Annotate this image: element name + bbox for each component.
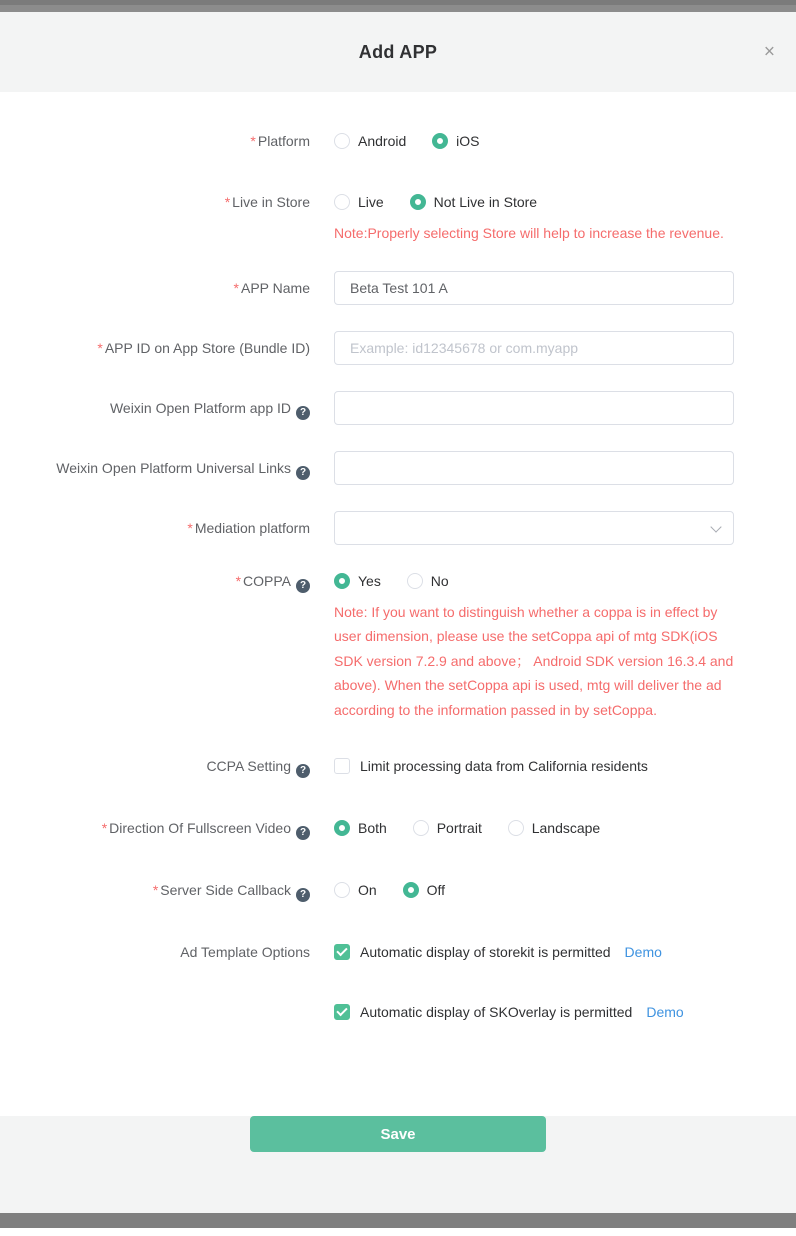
radio-label: Off (426, 882, 445, 898)
mediation-platform-select-input[interactable] (334, 511, 734, 545)
help-icon[interactable]: ? (296, 888, 310, 902)
ad-template-row-skoverlay (0, 1002, 796, 1022)
radio-live[interactable] (334, 192, 384, 212)
radio-label: Live (358, 194, 384, 210)
page-background-bottom (0, 1213, 796, 1228)
radio-circle-on (334, 573, 350, 589)
help-icon[interactable]: ? (296, 466, 310, 480)
radio-ios[interactable] (432, 131, 479, 151)
skoverlay-checkbox[interactable] (334, 1002, 632, 1022)
ccpa-label: CCPA Setting ? (0, 756, 334, 778)
checkbox-unchecked (334, 758, 350, 774)
radio-on[interactable] (334, 880, 377, 900)
required-marker: * (152, 882, 159, 898)
bundle-id-label: * APP ID on App Store (Bundle ID) (97, 339, 310, 356)
app-name-label: * APP Name (233, 279, 310, 296)
required-marker: * (187, 519, 193, 536)
radio-circle-off (334, 882, 350, 898)
skoverlay-demo-link[interactable]: Demo (646, 1004, 684, 1020)
required-marker: * (250, 133, 256, 149)
required-marker: * (235, 572, 242, 589)
bundle-id-input[interactable] (334, 331, 734, 365)
weixin-app-id-label: Weixin Open Platform app ID ? (0, 391, 334, 425)
radio-landscape[interactable] (508, 818, 601, 838)
platform-label: * Platform (250, 133, 310, 149)
checkbox-checked (334, 1004, 350, 1020)
weixin-universal-links-label: Weixin Open Platform Universal Links ? (0, 451, 334, 485)
coppa-note: Note: If you want to distinguish whether a coppa is in effect by user dimension, please use the setCoppa api of mtg SDK(iOS SDK version 7.2.9 and above； Android SDK version 16.3.4 and above). When the setCoppa api is used, mtg will deliver the ad according to the information passed in by setCoppa. (334, 603, 734, 718)
coppa-label: * COPPA ? (0, 571, 334, 593)
help-icon[interactable]: ? (296, 764, 310, 778)
mediation-platform-row (0, 511, 796, 545)
radio-circle-off (334, 133, 350, 149)
modal-footer (0, 1116, 796, 1213)
radio-label: Not Live in Store (433, 194, 538, 210)
page-background-top (0, 5, 796, 12)
mediation-platform-label: * Mediation platform (187, 519, 310, 536)
radio-portrait[interactable] (413, 818, 482, 838)
app-name-row (0, 271, 796, 305)
radio-label: No (430, 572, 449, 589)
live-in-store-note: Note:Properly selecting Store will help to increase the revenue. (334, 225, 724, 241)
help-icon[interactable]: ? (296, 826, 310, 840)
weixin-app-id-input[interactable] (334, 391, 734, 425)
radio-coppa-no[interactable] (407, 571, 449, 591)
server-callback-row (0, 880, 796, 902)
radio-label: Android (358, 133, 407, 149)
radio-label: Portrait (436, 820, 482, 836)
radio-circle-off (334, 194, 350, 210)
radio-circle-on (410, 194, 426, 210)
radio-circle-off (508, 820, 524, 836)
server-callback-label: * Server Side Callback ? (0, 880, 334, 902)
required-marker: * (233, 279, 239, 296)
checkbox-label: Automatic display of SKOverlay is permitted (360, 1004, 633, 1020)
weixin-universal-links-row (0, 451, 796, 485)
direction-row (0, 818, 796, 840)
direction-label: * Direction Of Fullscreen Video ? (0, 818, 334, 840)
coppa-row (0, 571, 796, 723)
radio-label: On (358, 882, 377, 898)
live-in-store-label: * Live in Store (224, 194, 310, 210)
live-in-store-row (0, 192, 796, 246)
checkbox-checked (334, 944, 350, 960)
radio-label: Yes (358, 572, 381, 589)
modal-title: Add APP (358, 41, 438, 62)
weixin-app-id-row (0, 391, 796, 425)
mediation-platform-select[interactable] (334, 511, 734, 545)
ccpa-checkbox[interactable] (334, 756, 648, 776)
radio-label: iOS (456, 133, 480, 149)
radio-circle-on (432, 133, 448, 149)
platform-row (0, 131, 796, 152)
radio-label: Both (358, 820, 387, 836)
app-name-input[interactable] (334, 271, 734, 305)
radio-android[interactable] (334, 131, 406, 151)
radio-circle-off (407, 573, 423, 589)
help-icon[interactable]: ? (296, 406, 310, 420)
checkbox-label: Automatic display of storekit is permitted (360, 944, 611, 960)
radio-off[interactable] (403, 880, 445, 900)
storekit-checkbox[interactable] (334, 942, 611, 962)
modal-header (0, 12, 796, 92)
radio-both[interactable] (334, 818, 387, 838)
ccpa-row (0, 756, 796, 778)
required-marker: * (224, 194, 231, 210)
ad-template-label: Ad Template Options (180, 944, 310, 960)
radio-label: Landscape (531, 820, 601, 836)
checkbox-label: Limit processing data from California residents (360, 758, 648, 774)
save-button[interactable]: Save (250, 1116, 546, 1152)
required-marker: * (97, 339, 103, 356)
storekit-demo-link[interactable]: Demo (624, 944, 662, 960)
radio-circle-off (413, 820, 429, 836)
radio-circle-on (334, 820, 350, 836)
weixin-universal-links-input[interactable] (334, 451, 734, 485)
radio-not-live[interactable] (410, 192, 538, 212)
radio-coppa-yes[interactable] (334, 571, 381, 591)
ad-template-row-storekit (0, 942, 796, 962)
close-icon[interactable]: × (763, 41, 775, 63)
radio-circle-on (403, 882, 419, 898)
required-marker: * (101, 820, 108, 836)
add-app-form (0, 92, 796, 1084)
bundle-id-row (0, 331, 796, 365)
help-icon[interactable]: ? (296, 579, 310, 593)
